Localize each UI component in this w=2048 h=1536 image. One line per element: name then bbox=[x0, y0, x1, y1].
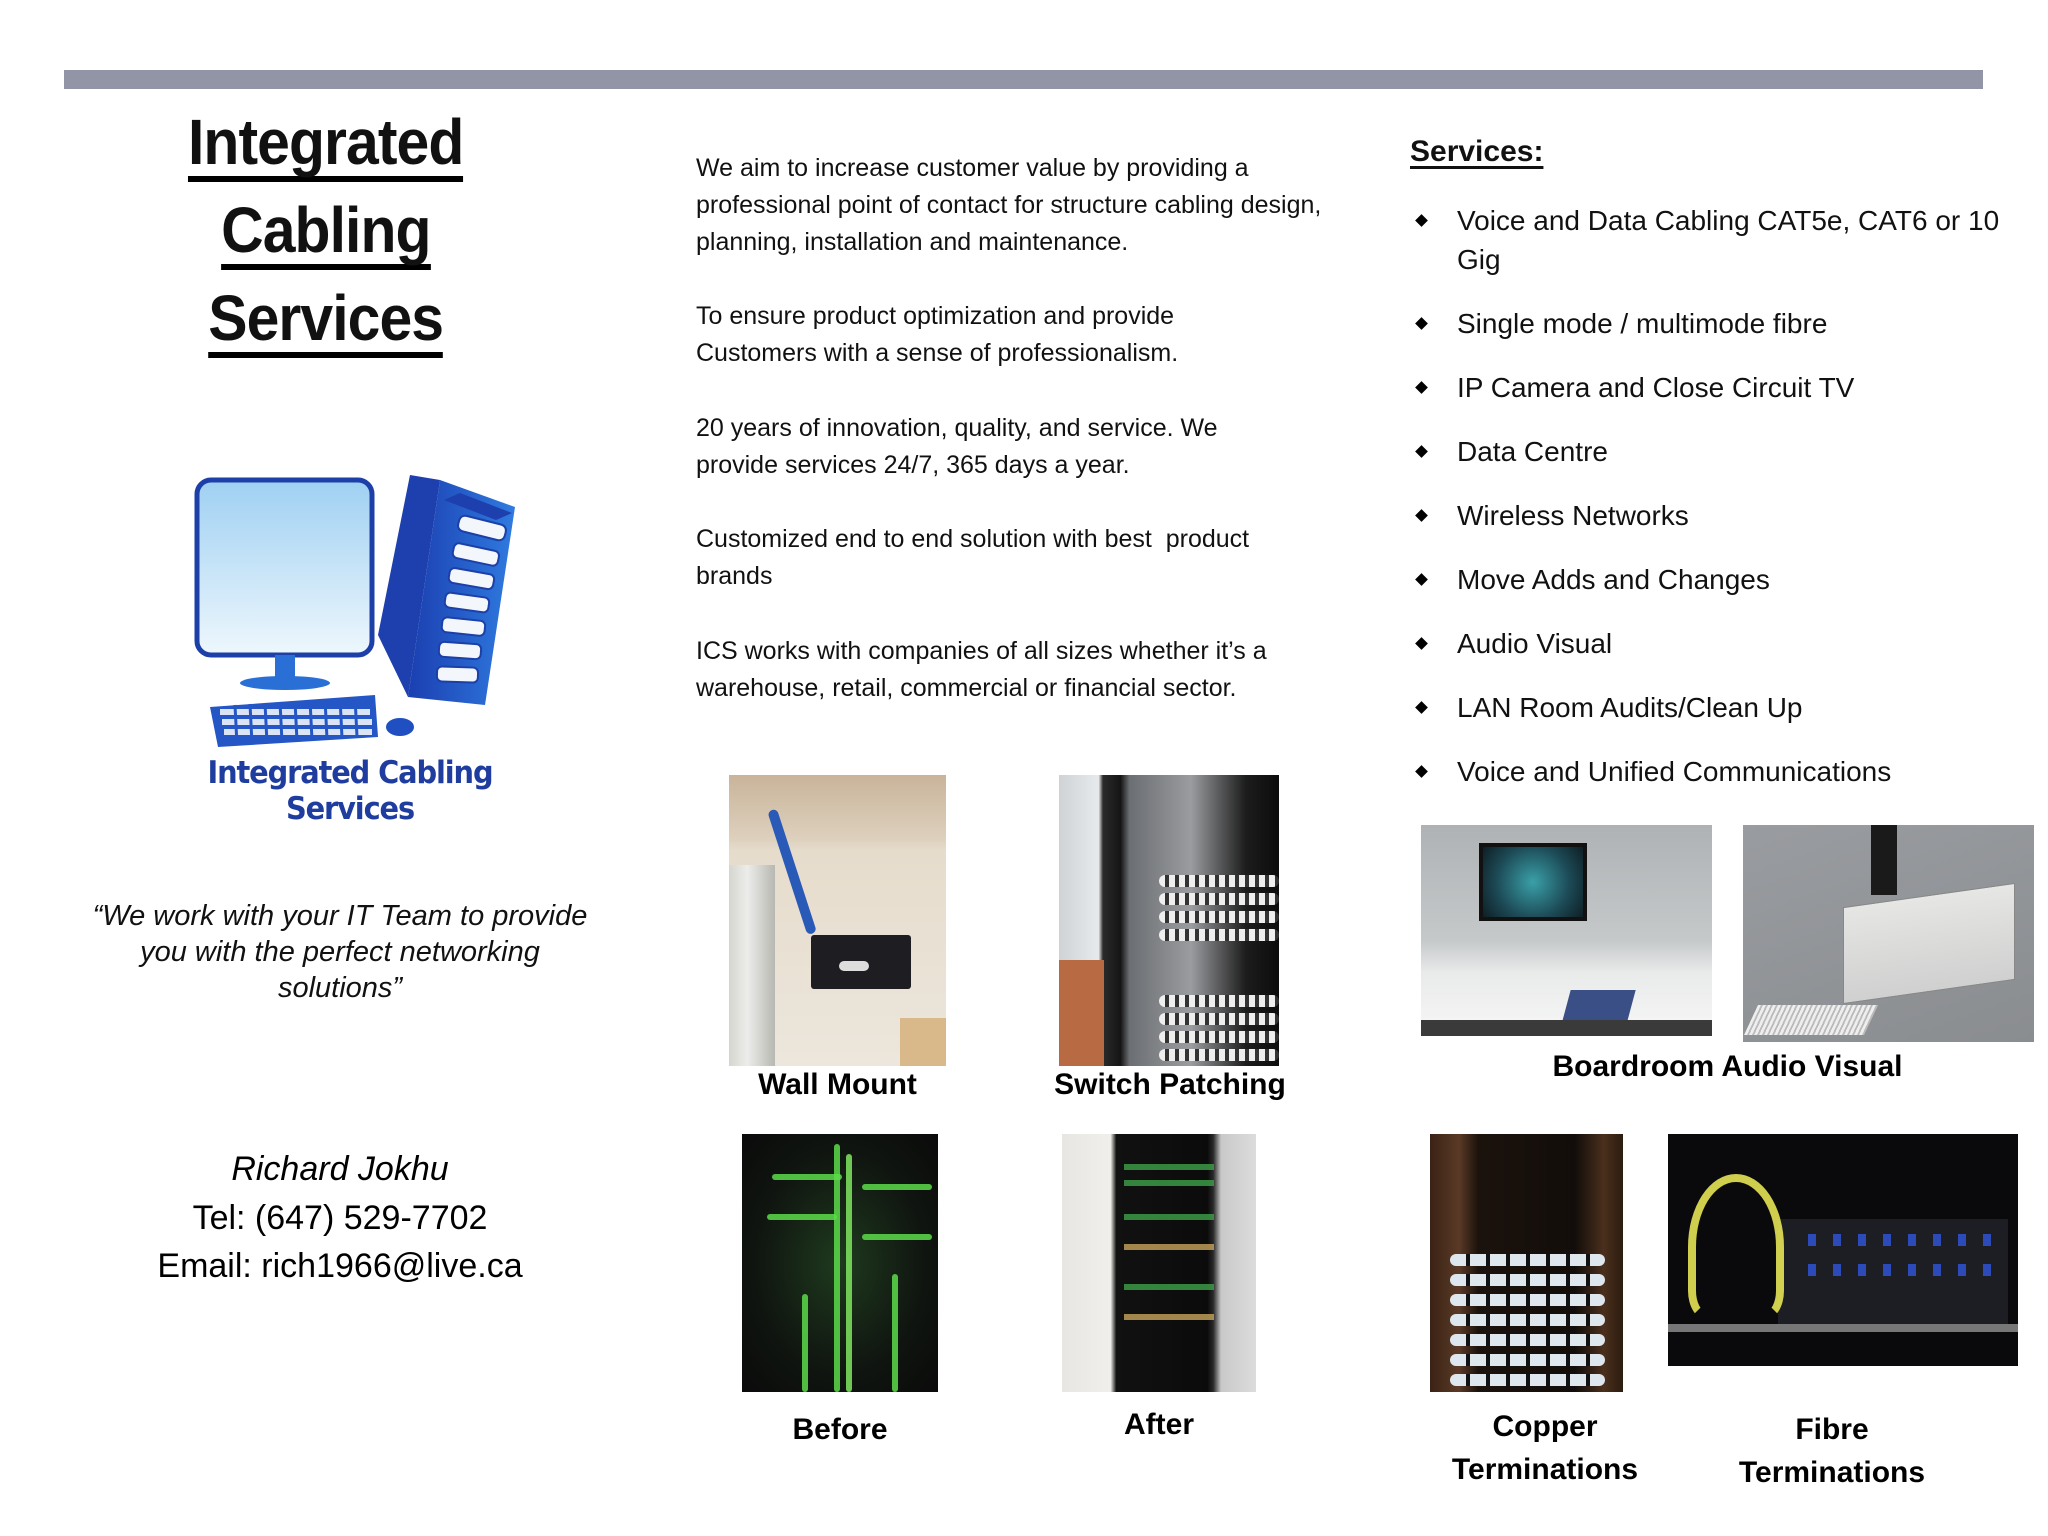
title-text: Services bbox=[209, 286, 444, 358]
service-item bbox=[1416, 688, 2016, 727]
before-rack-photo bbox=[742, 1134, 938, 1392]
service-label: Data Centre bbox=[1457, 436, 1608, 467]
diamond-bullet-icon bbox=[1415, 765, 1428, 778]
quote-line: solutions” bbox=[277, 972, 403, 1004]
logo-wordmark: Integrated Cabling Services bbox=[207, 755, 493, 827]
after-rack-photo bbox=[1062, 1134, 1256, 1392]
fibre-terminations-caption bbox=[1717, 1408, 1947, 1494]
service-item bbox=[1416, 560, 2016, 599]
copper-terminations-caption bbox=[1430, 1405, 1660, 1491]
diamond-bullet-icon bbox=[1415, 701, 1428, 714]
service-item bbox=[1416, 752, 2016, 791]
services-heading: Services: bbox=[1410, 135, 1544, 168]
feature-bullet bbox=[696, 521, 1256, 595]
after-caption: After bbox=[1123, 1408, 1194, 1441]
page-title-line-3 bbox=[0, 282, 652, 358]
title-text: Cabling bbox=[221, 198, 430, 270]
switch-patching-photo bbox=[1059, 775, 1279, 1066]
caption-line: Fibre bbox=[1795, 1413, 1869, 1446]
service-item bbox=[1416, 304, 2016, 343]
caption-line: Terminations bbox=[1451, 1453, 1639, 1486]
service-label: Voice and Data Cabling CAT5e, CAT6 or 10 Gig bbox=[1457, 205, 2000, 275]
service-label: Single mode / multimode fibre bbox=[1457, 308, 1828, 339]
boardroom-av-caption: Boardroom Audio Visual bbox=[1552, 1050, 1903, 1083]
service-label: LAN Room Audits/Clean Up bbox=[1457, 692, 1803, 723]
caption-line: Terminations bbox=[1738, 1456, 1926, 1489]
diamond-bullet-icon bbox=[1415, 214, 1428, 227]
boardroom-tv-photo bbox=[1421, 825, 1712, 1036]
company-logo bbox=[140, 465, 560, 827]
diamond-bullet-icon bbox=[1415, 317, 1428, 330]
intro-paragraph: We aim to increase customer value by providing a professional point of contact for structure cabling design, planning, installation and maintenance. bbox=[696, 154, 1322, 256]
feature-bullet bbox=[696, 410, 1296, 484]
quote-line: “We work with your IT Team to provide bbox=[92, 900, 588, 932]
service-item bbox=[1416, 201, 2016, 279]
contact-name: Richard Jokhu bbox=[231, 1150, 449, 1188]
diamond-bullet-icon bbox=[1415, 573, 1428, 586]
copper-terminations-photo bbox=[1430, 1134, 1623, 1392]
header-divider-bar bbox=[64, 70, 1983, 89]
caption-line: Copper bbox=[1492, 1410, 1598, 1443]
tagline-quote bbox=[40, 898, 640, 1006]
fibre-terminations-photo bbox=[1668, 1134, 2018, 1366]
before-caption: Before bbox=[792, 1413, 888, 1446]
diamond-bullet-icon bbox=[1415, 509, 1428, 522]
wall-mount-caption: Wall Mount bbox=[758, 1068, 917, 1101]
computer-desktop-icon bbox=[140, 465, 560, 755]
service-item bbox=[1416, 368, 2016, 407]
contact-email[interactable]: Email: rich1966@live.ca bbox=[157, 1247, 523, 1285]
title-text: Integrated bbox=[188, 110, 463, 182]
diamond-bullet-icon bbox=[1415, 637, 1428, 650]
page-title-line-2 bbox=[0, 194, 652, 270]
service-label: Wireless Networks bbox=[1457, 500, 1689, 531]
clients-paragraph: ICS works with companies of all sizes whether it’s a warehouse, retail, commercial or financial sector. bbox=[696, 637, 1267, 702]
service-item bbox=[1416, 496, 2016, 535]
service-label: Audio Visual bbox=[1457, 628, 1613, 659]
diamond-bullet-icon bbox=[1415, 381, 1428, 394]
switch-patching-caption: Switch Patching bbox=[1054, 1068, 1286, 1101]
bullet-text: Customized end to end solution with best product brands bbox=[696, 525, 1250, 590]
optimization-paragraph: To ensure product optimization and provide Customers with a sense of professionalism. bbox=[696, 302, 1179, 367]
contact-phone[interactable]: Tel: (647) 529-7702 bbox=[192, 1199, 488, 1237]
bullet-text: 20 years of innovation, quality, and service. We provide services 24/7, 365 days a year. bbox=[696, 414, 1218, 479]
wall-mount-photo bbox=[729, 775, 946, 1066]
service-label: Voice and Unified Communications bbox=[1457, 756, 1892, 787]
services-list bbox=[1416, 201, 2016, 816]
service-label: IP Camera and Close Circuit TV bbox=[1457, 372, 1855, 403]
boardroom-projector-photo bbox=[1743, 825, 2034, 1042]
page-title-line-1 bbox=[0, 106, 652, 182]
service-item bbox=[1416, 432, 2016, 471]
diamond-bullet-icon bbox=[1415, 445, 1428, 458]
service-item bbox=[1416, 624, 2016, 663]
quote-line: you with the perfect networking bbox=[140, 936, 540, 968]
service-label: Move Adds and Changes bbox=[1457, 564, 1770, 595]
